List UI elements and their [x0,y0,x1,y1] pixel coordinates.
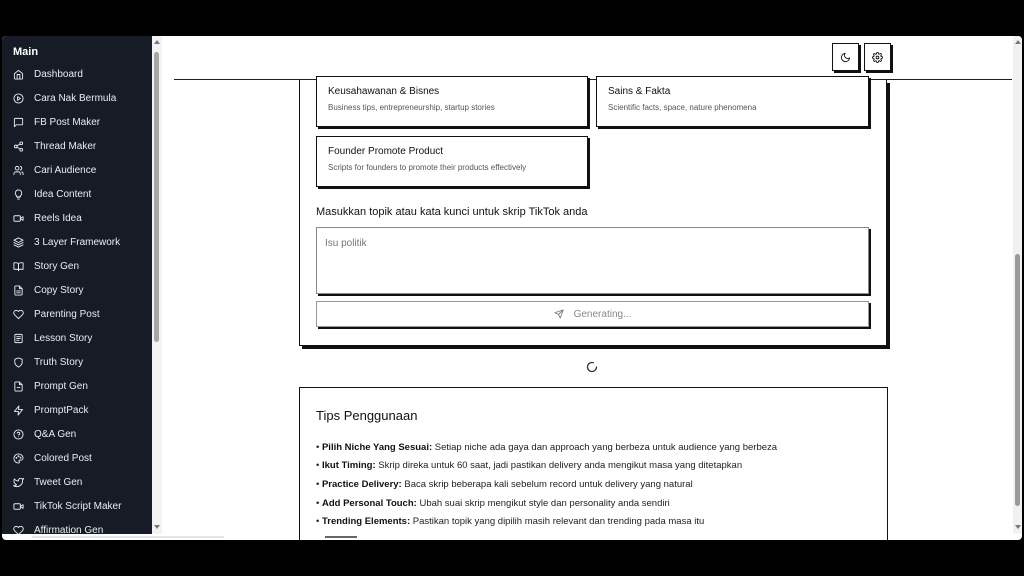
tip-heading: Practice Delivery: [321,479,402,490]
heart-icon [13,309,24,320]
zap-icon [13,405,24,416]
sidebar-item-label: Cara Nak Bermula [34,92,117,104]
sidebar-item-label: Tweet Gen [34,476,83,488]
main-scroll-down-arrow-icon[interactable] [1014,524,1022,530]
tip-heading: Ikut Timing: [321,460,376,471]
twitter-icon [13,477,24,488]
horizontal-scrollbar[interactable] [32,536,224,538]
help-circle-icon [13,429,24,440]
book-open-icon [13,261,24,272]
theme-toggle-button[interactable] [832,43,859,71]
sidebar-heading: Main [13,46,39,58]
home-icon [13,69,24,80]
niche-card-keusahawanan[interactable] [316,76,588,127]
horizontal-scrollbar-thumb[interactable] [325,536,357,538]
niche-description: Business tips, entrepreneurship, startup stories [328,103,495,112]
niche-title: Founder Promote Product [328,146,444,157]
play-circle-icon [13,93,24,104]
sidebar-item-label: Q&A Gen [34,428,77,440]
tip-text: Setiap niche ada gaya dan approach yang berbeza untuk audience yang berbeza [432,442,778,453]
moon-icon [840,52,851,63]
scroll-down-arrow-icon[interactable] [153,524,161,530]
sidebar-item-qa-gen[interactable] [2,423,152,445]
tips-title: Tips Penggunaan [316,408,418,423]
tip-heading: Trending Elements: [321,516,411,527]
sidebar-item-label: Prompt Gen [34,380,88,392]
sidebar-item-parenting-post[interactable] [2,303,152,325]
sidebar-item-label: Parenting Post [34,308,100,320]
sidebar-item-tiktok-script-maker[interactable] [2,495,152,517]
tip-text: Pastikan topik yang dipilih masih relevant dan trending pada masa itu [410,516,705,527]
sidebar-item-label: Idea Content [34,188,92,200]
topic-label: Masukkan topik atau kata kunci untuk skrip TikTok anda [316,206,588,218]
sidebar-item-label: Copy Story [34,284,84,296]
sidebar-item-fb-post-maker[interactable] [2,111,152,133]
sidebar-item-tweet-gen[interactable] [2,471,152,493]
sidebar-item-3-layer-framework[interactable] [2,231,152,253]
main-scrollbar-thumb[interactable] [1015,254,1020,506]
sidebar-item-lesson-story[interactable] [2,327,152,349]
settings-button[interactable] [864,43,891,71]
users-icon [13,165,24,176]
sidebar-item-story-gen[interactable] [2,255,152,277]
sidebar-item-label: Truth Story [34,356,84,368]
palette-icon [13,453,24,464]
scroll-up-arrow-icon[interactable] [153,39,161,45]
heart-icon [13,525,24,535]
tip-item: • Pilih Niche Yang Sesuai: Setiap niche ada gaya dan approach yang berbeza untuk audience yang berbeza [316,442,778,453]
lightbulb-icon [13,189,24,200]
layers-icon [13,237,24,248]
message-square-icon [13,117,24,128]
sidebar-item-dashboard[interactable] [2,63,152,85]
sidebar-scrollbar-thumb[interactable] [154,52,159,342]
sidebar-item-label: FB Post Maker [34,116,101,128]
loading-spinner-icon [586,361,598,373]
generate-button-label: Generating... [573,308,632,320]
main-scroll-up-arrow-icon[interactable] [1014,39,1022,45]
tip-heading: Add Personal Touch: [321,498,417,509]
shield-icon [13,357,24,368]
sidebar-item-label: Thread Maker [34,140,97,152]
tip-text: Skrip direka untuk 60 saat, jadi pastikan delivery anda mengikut masa yang ditetapkan [375,460,743,471]
send-icon [554,309,564,319]
sidebar-item-label: PromptPack [34,404,89,416]
tip-item: • Trending Elements: Pastikan topik yang dipilih masih relevant dan trending pada masa itu [316,516,705,527]
video-icon [13,501,24,512]
sidebar-item-label: 3 Layer Framework [34,236,121,248]
sidebar-item-label: Affirmation Gen [34,524,104,534]
tips-card [299,387,888,540]
sidebar-item-cari-audience[interactable] [2,159,152,181]
sidebar-item-reels-idea[interactable] [2,207,152,229]
file-icon [13,381,24,392]
tip-item: • Add Personal Touch: Ubah suai skrip mengikut style dan personality anda sendiri [316,498,670,509]
sidebar-item-label: Reels Idea [34,212,82,224]
file-text-icon [13,285,24,296]
sidebar-item-idea-content[interactable] [2,183,152,205]
sidebar-item-label: Story Gen [34,260,80,272]
niche-card-sains-fakta[interactable] [596,76,869,127]
niche-card-founder-promote[interactable] [316,136,588,187]
sidebar-item-label: Dashboard [34,68,83,80]
tip-text: Ubah suai skrip mengikut style dan personality anda sendiri [416,498,670,509]
video-icon [13,213,24,224]
niche-title: Sains & Fakta [608,86,671,97]
niche-title: Keusahawanan & Bisnes [328,86,440,97]
sidebar-item-label: Lesson Story [34,332,93,344]
app-window [2,36,1022,540]
sidebar-item-label: TikTok Script Maker [34,500,122,512]
tip-item: • Ikut Timing: Skrip direka untuk 60 saat, jadi pastikan delivery anda mengikut masa yang ditetapkan [316,460,743,471]
sidebar-item-cara-nak-bermula[interactable] [2,87,152,109]
niche-description: Scientific facts, space, nature phenomena [608,103,757,112]
share-icon [13,141,24,152]
sidebar-item-label: Colored Post [34,452,92,464]
sidebar-item-promptpack[interactable] [2,399,152,421]
niche-description: Scripts for founders to promote their products effectively [328,163,527,172]
notebook-icon [13,333,24,344]
sidebar-item-copy-story[interactable] [2,279,152,301]
tip-heading: Pilih Niche Yang Sesuai: [321,442,433,453]
sidebar [2,36,162,534]
tip-text: Baca skrip beberapa kali sebelum record untuk delivery yang natural [401,479,693,490]
tip-item: • Practice Delivery: Baca skrip beberapa kali sebelum record untuk delivery yang natural [316,479,693,490]
sidebar-item-truth-story[interactable] [2,351,152,373]
generate-button[interactable] [316,301,869,327]
sidebar-item-affirmation-gen[interactable] [2,519,152,534]
gear-icon [872,52,883,63]
sidebar-item-prompt-gen[interactable] [2,375,152,397]
sidebar-item-thread-maker[interactable] [2,135,152,157]
topic-input[interactable] [316,227,869,294]
sidebar-item-label: Cari Audience [34,164,97,176]
sidebar-item-colored-post[interactable] [2,447,152,469]
